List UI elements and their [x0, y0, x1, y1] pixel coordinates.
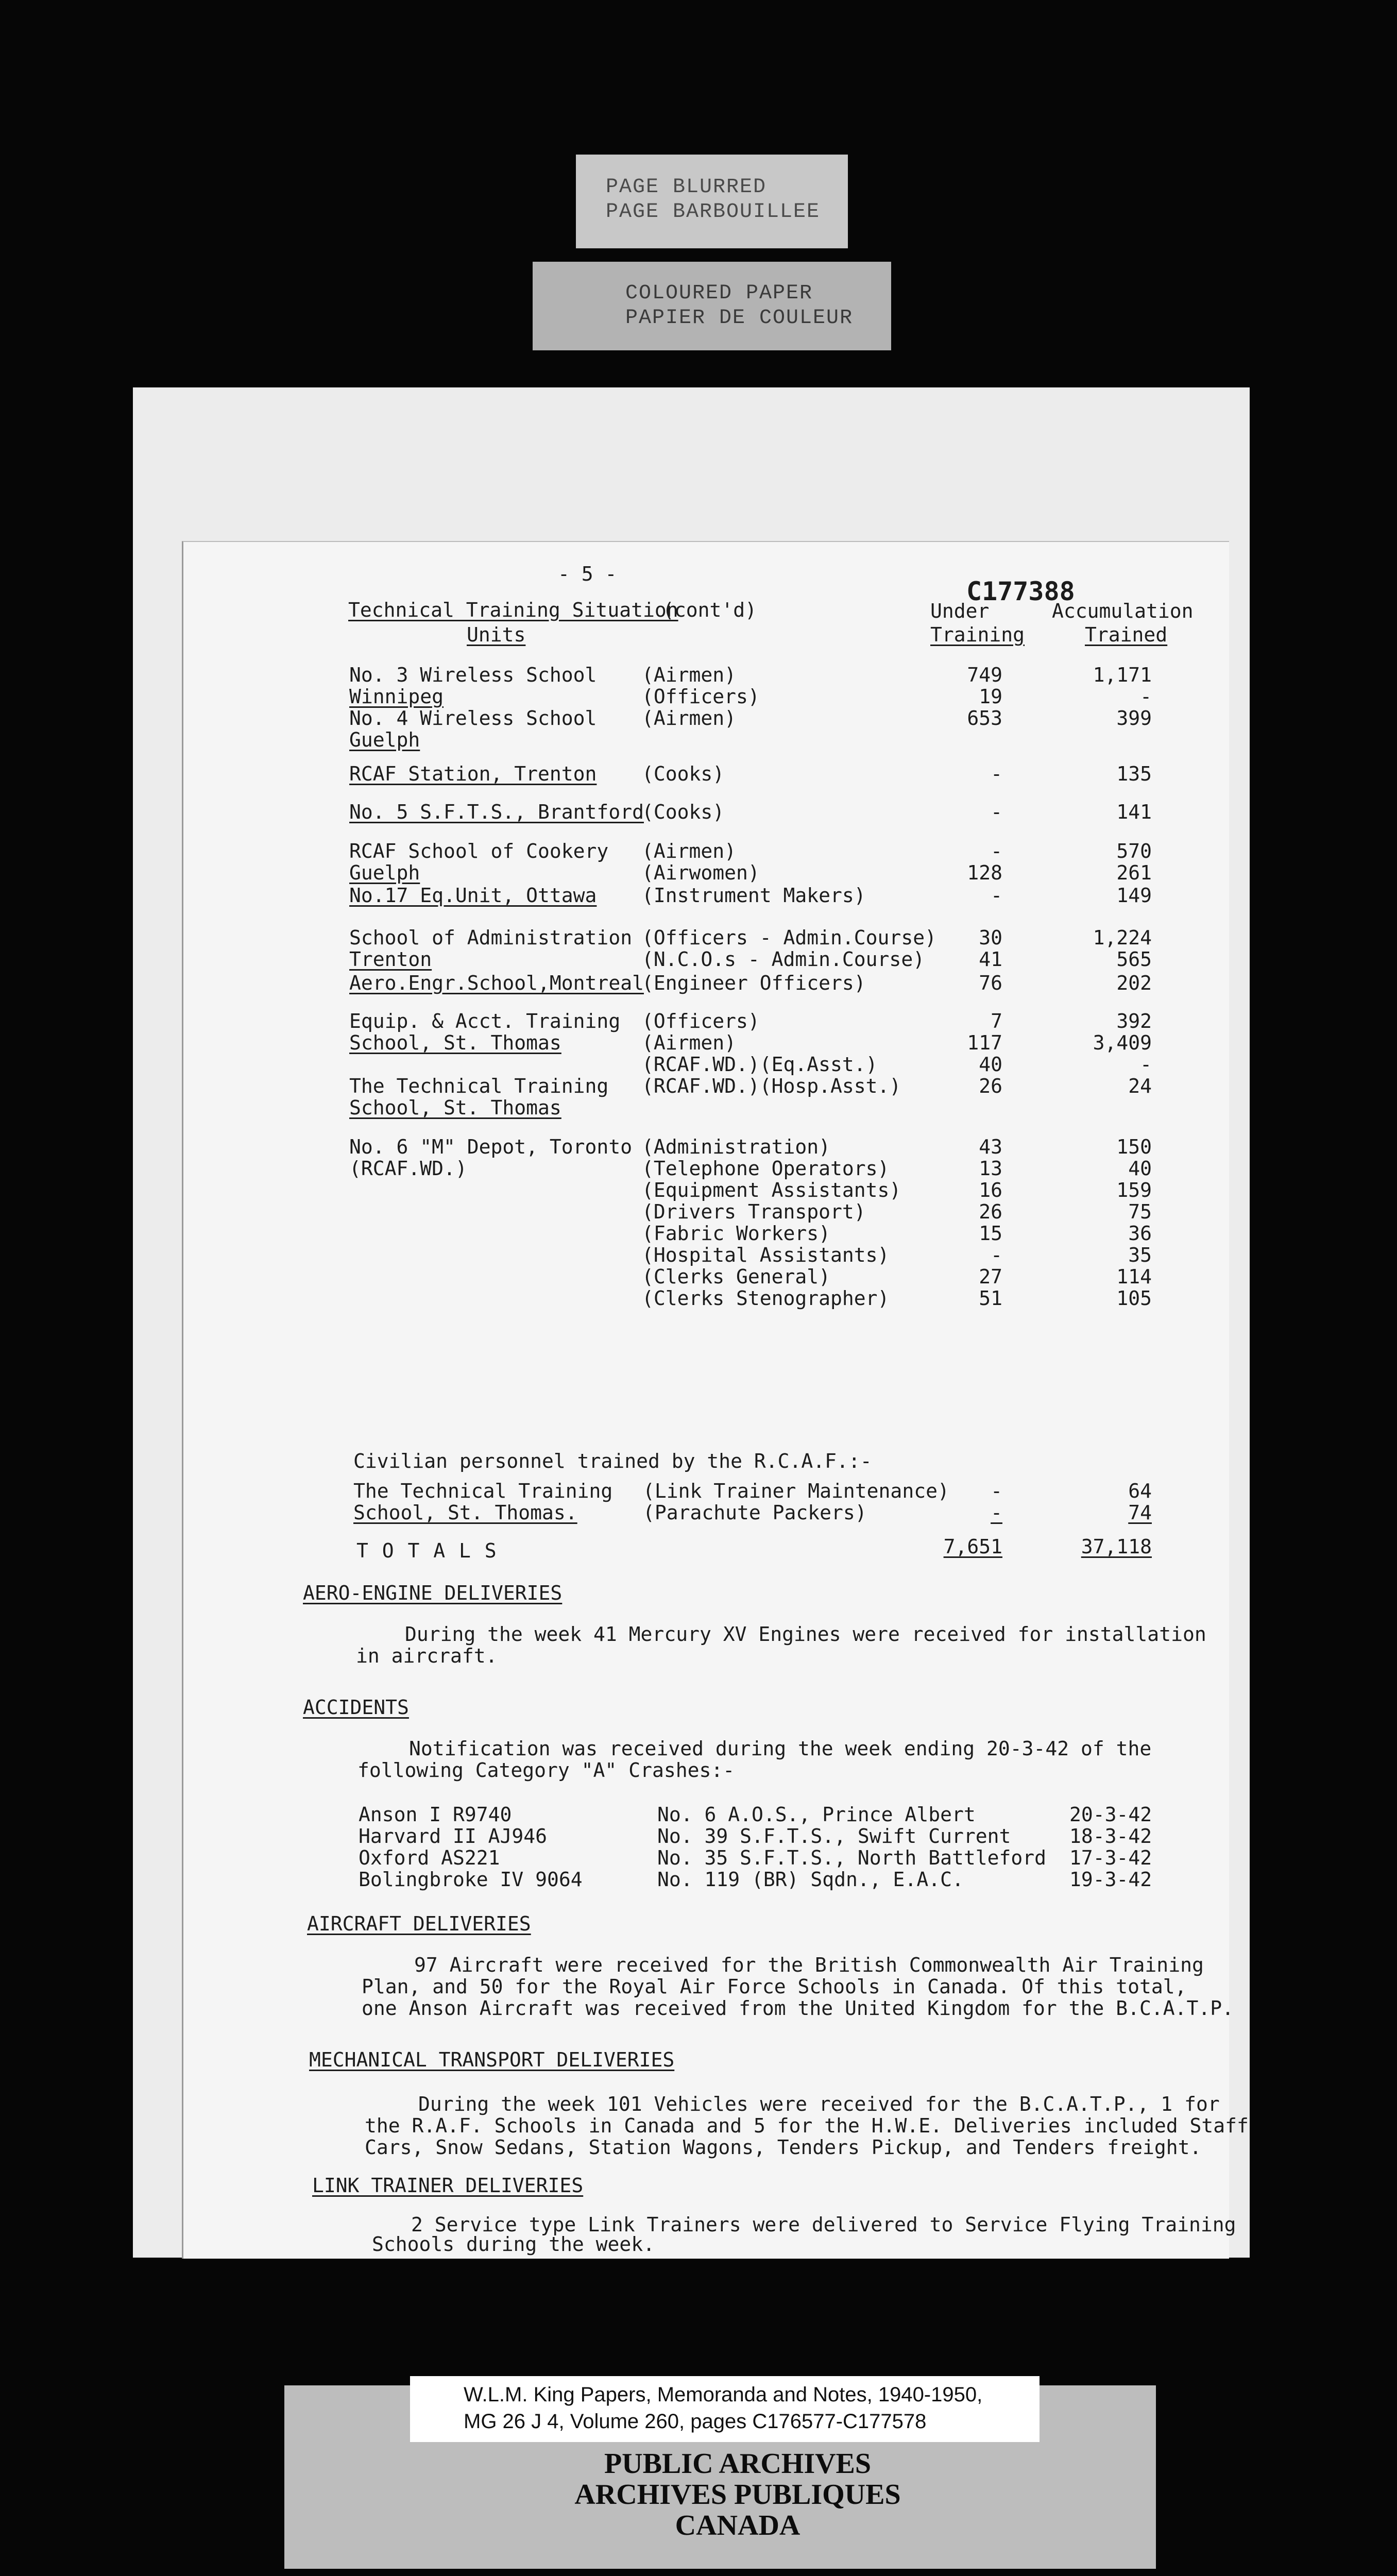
- accident-unit: No. 39 S.F.T.S., Swift Current: [657, 1825, 1011, 1848]
- trained-value: 159: [1116, 1179, 1152, 1201]
- trainee-category: (Officers): [642, 1010, 760, 1032]
- trainee-category: (Airmen): [642, 840, 737, 862]
- trainee-category: (Fabric Workers): [642, 1222, 831, 1245]
- under-training-value: 27: [979, 1265, 1002, 1288]
- trainee-category: (Hospital Assistants): [642, 1244, 890, 1266]
- unit-name: (RCAF.WD.): [349, 1157, 467, 1180]
- under-training-value: 749: [967, 664, 1002, 686]
- under-training-value: 26: [979, 1200, 1002, 1223]
- under-training-value: 19: [979, 685, 1002, 708]
- under-training-header: Under: [930, 600, 990, 622]
- trainee-category: (Airmen): [642, 707, 737, 730]
- aircraft-type: Anson I R9740: [359, 1803, 512, 1826]
- civilian-heading: Civilian personnel trained by the R.C.A.F.:-: [353, 1450, 872, 1472]
- trained-value: 570: [1116, 840, 1152, 862]
- accident-date: 18-3-42: [1069, 1825, 1152, 1848]
- stamp-line: CANADA: [675, 2510, 800, 2541]
- accidents-text: following Category "A" Crashes:-: [357, 1759, 735, 1782]
- aero-engine-heading: AERO-ENGINE DELIVERIES: [303, 1582, 563, 1604]
- under-training-value: 13: [979, 1157, 1002, 1180]
- trainee-category: (Parachute Packers): [643, 1501, 867, 1524]
- trainee-category: (Instrument Makers): [642, 884, 866, 907]
- trainee-category: (Engineer Officers): [642, 972, 866, 994]
- under-training-value: 26: [979, 1075, 1002, 1097]
- trainee-category: (Airmen): [642, 664, 737, 686]
- trainee-category: (Drivers Transport): [642, 1200, 866, 1223]
- trainee-category: (Administration): [642, 1136, 831, 1158]
- accident-unit: No. 119 (BR) Sqdn., E.A.C.: [657, 1868, 964, 1891]
- unit-name: Equip. & Acct. Training: [349, 1010, 621, 1032]
- totals-label: T O T A L S: [356, 1539, 498, 1562]
- under-training-value: 76: [979, 972, 1002, 994]
- trained-value: 64: [1128, 1480, 1152, 1502]
- label-line: PAGE BLURRED: [606, 176, 767, 199]
- aircraft-heading: AIRCRAFT DELIVERIES: [307, 1912, 531, 1935]
- stamp-line: PUBLIC ARCHIVES: [604, 2448, 872, 2480]
- unit-name: School, St. Thomas: [349, 1096, 561, 1119]
- citation-line: W.L.M. King Papers, Memoranda and Notes, 1940-1950,: [464, 2383, 983, 2406]
- link-trainer-heading: LINK TRAINER DELIVERIES: [312, 2174, 584, 2197]
- unit-name: The Technical Training: [353, 1480, 613, 1502]
- trainee-category: (Link Trainer Maintenance): [643, 1480, 949, 1502]
- under-training-value: -: [991, 762, 1002, 785]
- under-training-value: 653: [967, 707, 1002, 730]
- link-trainer-text: Schools during the week.: [372, 2233, 655, 2256]
- label-line: COLOURED PAPER: [625, 282, 813, 305]
- public-archives-stamp: [437, 2448, 1038, 2541]
- trainee-category: (Officers): [642, 685, 760, 708]
- trained-value: 74: [1128, 1501, 1152, 1524]
- mechanical-text: the R.A.F. Schools in Canada and 5 for the H.W.E. Deliveries included Staff: [365, 2114, 1249, 2137]
- under-training-value: 128: [967, 861, 1002, 884]
- aircraft-text: 97 Aircraft were received for the British Commonwealth Air Training: [414, 1954, 1204, 1976]
- accident-unit: No. 35 S.F.T.S., North Battleford: [657, 1846, 1046, 1869]
- unit-name: School, St. Thomas.: [353, 1501, 577, 1524]
- under-training-value: 51: [979, 1287, 1002, 1310]
- trainee-category: (Telephone Operators): [642, 1157, 890, 1180]
- accident-date: 17-3-42: [1069, 1846, 1152, 1869]
- unit-name: Guelph: [349, 728, 420, 751]
- trained-value: 40: [1128, 1157, 1152, 1180]
- under-training-value: 117: [967, 1031, 1002, 1054]
- mechanical-text: Cars, Snow Sedans, Station Wagons, Tenders Pickup, and Tenders freight.: [365, 2136, 1202, 2159]
- under-training-value: -: [991, 840, 1002, 862]
- under-training-value: -: [991, 1244, 1002, 1266]
- accident-unit: No. 6 A.O.S., Prince Albert: [657, 1803, 976, 1826]
- section-title: Technical Training Situation: [348, 599, 678, 621]
- citation-line: MG 26 J 4, Volume 260, pages C176577-C177578: [464, 2410, 927, 2433]
- unit-name: The Technical Training: [349, 1075, 609, 1097]
- totals-trained: 37,118: [1081, 1535, 1152, 1558]
- unit-name: Trenton: [349, 948, 432, 971]
- trained-value: 565: [1116, 948, 1152, 971]
- under-training-value: -: [991, 801, 1002, 823]
- trained-value: 150: [1116, 1136, 1152, 1158]
- totals-under-training: 7,651: [943, 1535, 1002, 1558]
- document-page: [133, 387, 1250, 2258]
- link-trainer-text: 2 Service type Link Trainers were delivered to Service Flying Training: [411, 2213, 1236, 2236]
- unit-name: RCAF School of Cookery: [349, 840, 609, 862]
- unit-name: Guelph: [349, 861, 420, 884]
- page-blurred-label: [576, 155, 848, 248]
- under-training-value: -: [991, 1480, 1002, 1502]
- accident-date: 19-3-42: [1069, 1868, 1152, 1891]
- trainee-category: (Cooks): [642, 801, 725, 823]
- trained-value: 105: [1116, 1287, 1152, 1310]
- under-training-value: 41: [979, 948, 1002, 971]
- under-training-value: 43: [979, 1136, 1002, 1158]
- trainee-category: (Cooks): [642, 762, 725, 785]
- trained-value: 35: [1128, 1244, 1152, 1266]
- unit-name: No. 4 Wireless School: [349, 707, 597, 730]
- aircraft-type: Bolingbroke IV 9064: [359, 1868, 583, 1891]
- accumulation-trained-header: Trained: [1085, 623, 1168, 646]
- trained-value: -: [1140, 1053, 1152, 1076]
- trained-value: 75: [1128, 1200, 1152, 1223]
- mechanical-heading: MECHANICAL TRANSPORT DELIVERIES: [309, 2048, 675, 2071]
- coloured-paper-label: [533, 262, 891, 350]
- trainee-category: (N.C.O.s - Admin.Course): [642, 948, 925, 971]
- under-training-value: 30: [979, 926, 1002, 949]
- page-number: - 5 -: [558, 563, 617, 585]
- label-line: PAPIER DE COULEUR: [625, 307, 854, 330]
- trained-value: 392: [1116, 1010, 1152, 1032]
- trainee-category: (RCAF.WD.)(Hosp.Asst.): [642, 1075, 901, 1097]
- under-training-value: 40: [979, 1053, 1002, 1076]
- trained-value: 399: [1116, 707, 1152, 730]
- unit-name: RCAF Station, Trenton: [349, 762, 597, 785]
- unit-name: School of Administration: [349, 926, 633, 949]
- unit-name: No.17 Eq.Unit, Ottawa: [349, 884, 597, 907]
- trained-value: 1,224: [1093, 926, 1152, 949]
- aircraft-type: Oxford AS221: [359, 1846, 500, 1869]
- citation-label: [410, 2376, 1040, 2442]
- trainee-category: (Airmen): [642, 1031, 737, 1054]
- under-training-header: Training: [930, 623, 1025, 646]
- stamp-line: ARCHIVES PUBLIQUES: [574, 2479, 901, 2511]
- label-line: PAGE BARBOUILLEE: [606, 200, 821, 224]
- under-training-value: 7: [991, 1010, 1002, 1032]
- aircraft-type: Harvard II AJ946: [359, 1825, 548, 1848]
- unit-name: School, St. Thomas: [349, 1031, 561, 1054]
- under-training-value: 16: [979, 1179, 1002, 1201]
- trained-value: 261: [1116, 861, 1152, 884]
- trained-value: 36: [1128, 1222, 1152, 1245]
- section-title-suffix: (cont'd): [662, 599, 757, 621]
- units-header: Units: [467, 623, 526, 646]
- under-training-value: -: [991, 1501, 1002, 1524]
- trained-value: 24: [1128, 1075, 1152, 1097]
- trainee-category: (Clerks Stenographer): [642, 1287, 890, 1310]
- archive-number: C177388: [966, 577, 1075, 606]
- accumulation-trained-header: Accumulation: [1052, 600, 1194, 622]
- trainee-category: (RCAF.WD.)(Eq.Asst.): [642, 1053, 878, 1076]
- unit-name: No. 6 "M" Depot, Toronto: [349, 1136, 633, 1158]
- under-training-value: -: [991, 884, 1002, 907]
- trained-value: 202: [1116, 972, 1152, 994]
- unit-name: Aero.Engr.School,Montreal: [349, 972, 644, 994]
- aero-engine-text: During the week 41 Mercury XV Engines were received for installation: [405, 1623, 1206, 1646]
- trained-value: 149: [1116, 884, 1152, 907]
- trainee-category: (Clerks General): [642, 1265, 831, 1288]
- trained-value: -: [1140, 685, 1152, 708]
- trained-value: 135: [1116, 762, 1152, 785]
- trained-value: 141: [1116, 801, 1152, 823]
- trained-value: 3,409: [1093, 1031, 1152, 1054]
- trainee-category: (Equipment Assistants): [642, 1179, 901, 1201]
- unit-name: No. 3 Wireless School: [349, 664, 597, 686]
- trained-value: 1,171: [1093, 664, 1152, 686]
- aero-engine-text: in aircraft.: [356, 1645, 498, 1667]
- aircraft-text: Plan, and 50 for the Royal Air Force Schools in Canada. Of this total,: [362, 1975, 1187, 1998]
- trained-value: 114: [1116, 1265, 1152, 1288]
- accidents-text: Notification was received during the week ending 20-3-42 of the: [409, 1737, 1152, 1760]
- unit-name: Winnipeg: [349, 685, 444, 708]
- document-sheet: [182, 541, 1249, 2259]
- unit-name: No. 5 S.F.T.S., Brantford: [349, 801, 644, 823]
- trainee-category: (Officers - Admin.Course): [642, 926, 936, 949]
- aircraft-text: one Anson Aircraft was received from the United Kingdom for the B.C.A.T.P.: [362, 1997, 1234, 2020]
- mechanical-text: During the week 101 Vehicles were received for the B.C.A.T.P., 1 for: [418, 2093, 1220, 2115]
- accidents-heading: ACCIDENTS: [303, 1696, 409, 1719]
- under-training-value: 15: [979, 1222, 1002, 1245]
- accident-date: 20-3-42: [1069, 1803, 1152, 1826]
- trainee-category: (Airwomen): [642, 861, 760, 884]
